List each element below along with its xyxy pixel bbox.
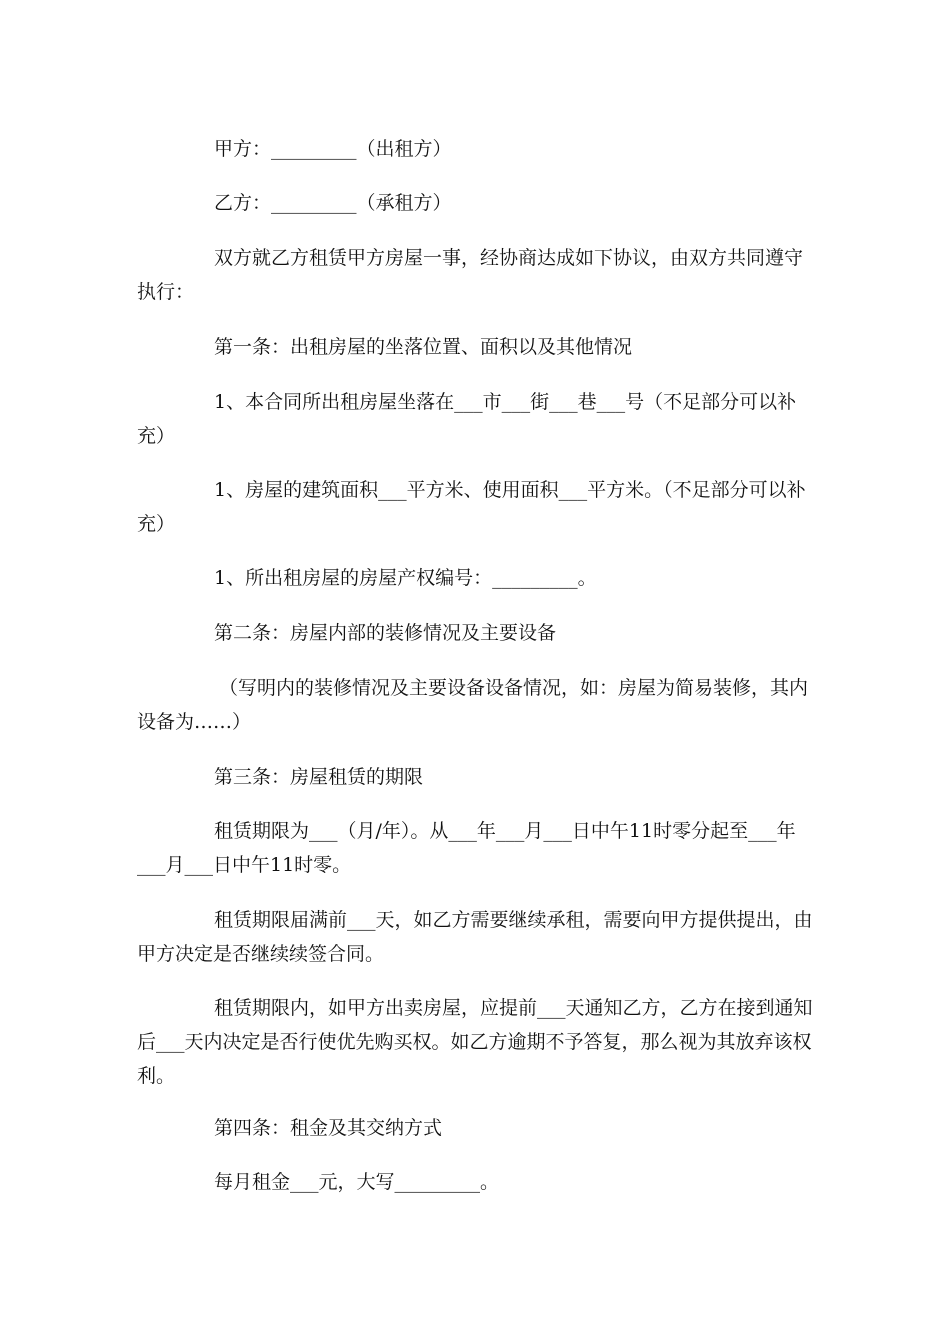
clause-area: 1、房屋的建筑面积___平方米、使用面积___平方米。（不足部分可以补充） [137,479,806,535]
article-1-heading: 第一条：出租房屋的坐落位置、面积以及其他情况 [214,336,633,358]
monthly-rent-clause: 每月租金___元，大写_________。 [214,1171,500,1193]
lease-term-clause: 租赁期限为___（月/年）。从___年___月___日中午11时零分起至___年___月___日中午11时零。 [137,820,796,876]
party-b-line: 乙方：_________（承租方） [214,192,452,214]
decoration-note: （写明内的装修情况及主要设备设备情况，如：房屋为简易装修，其内设备为……） [137,677,809,733]
article-2-heading: 第二条：房屋内部的装修情况及主要设备 [214,622,557,644]
clause-property-number: 1、所出租房屋的房屋产权编号：_________。 [214,567,597,589]
agreement-intro: 双方就乙方租赁甲方房屋一事，经协商达成如下协议，由双方共同遵守执行： [137,247,804,303]
article-3-heading: 第三条：房屋租赁的期限 [214,766,424,788]
sale-priority-clause: 租赁期限内，如甲方出卖房屋，应提前___天通知乙方，乙方在接到通知后___天内决定是否行使优先购买权。如乙方逾期不予答复，那么视为其放弃该权利。 [137,997,813,1087]
article-4-heading: 第四条：租金及其交纳方式 [214,1117,443,1139]
renewal-clause: 租赁期限届满前___天，如乙方需要继续承租，需要向甲方提供提出，由甲方决定是否继续续签合同。 [137,909,813,965]
party-a-line: 甲方：_________（出租方） [214,138,452,160]
clause-location: 1、本合同所出租房屋坐落在___市___街___巷___号（不足部分可以补充） [137,391,797,447]
